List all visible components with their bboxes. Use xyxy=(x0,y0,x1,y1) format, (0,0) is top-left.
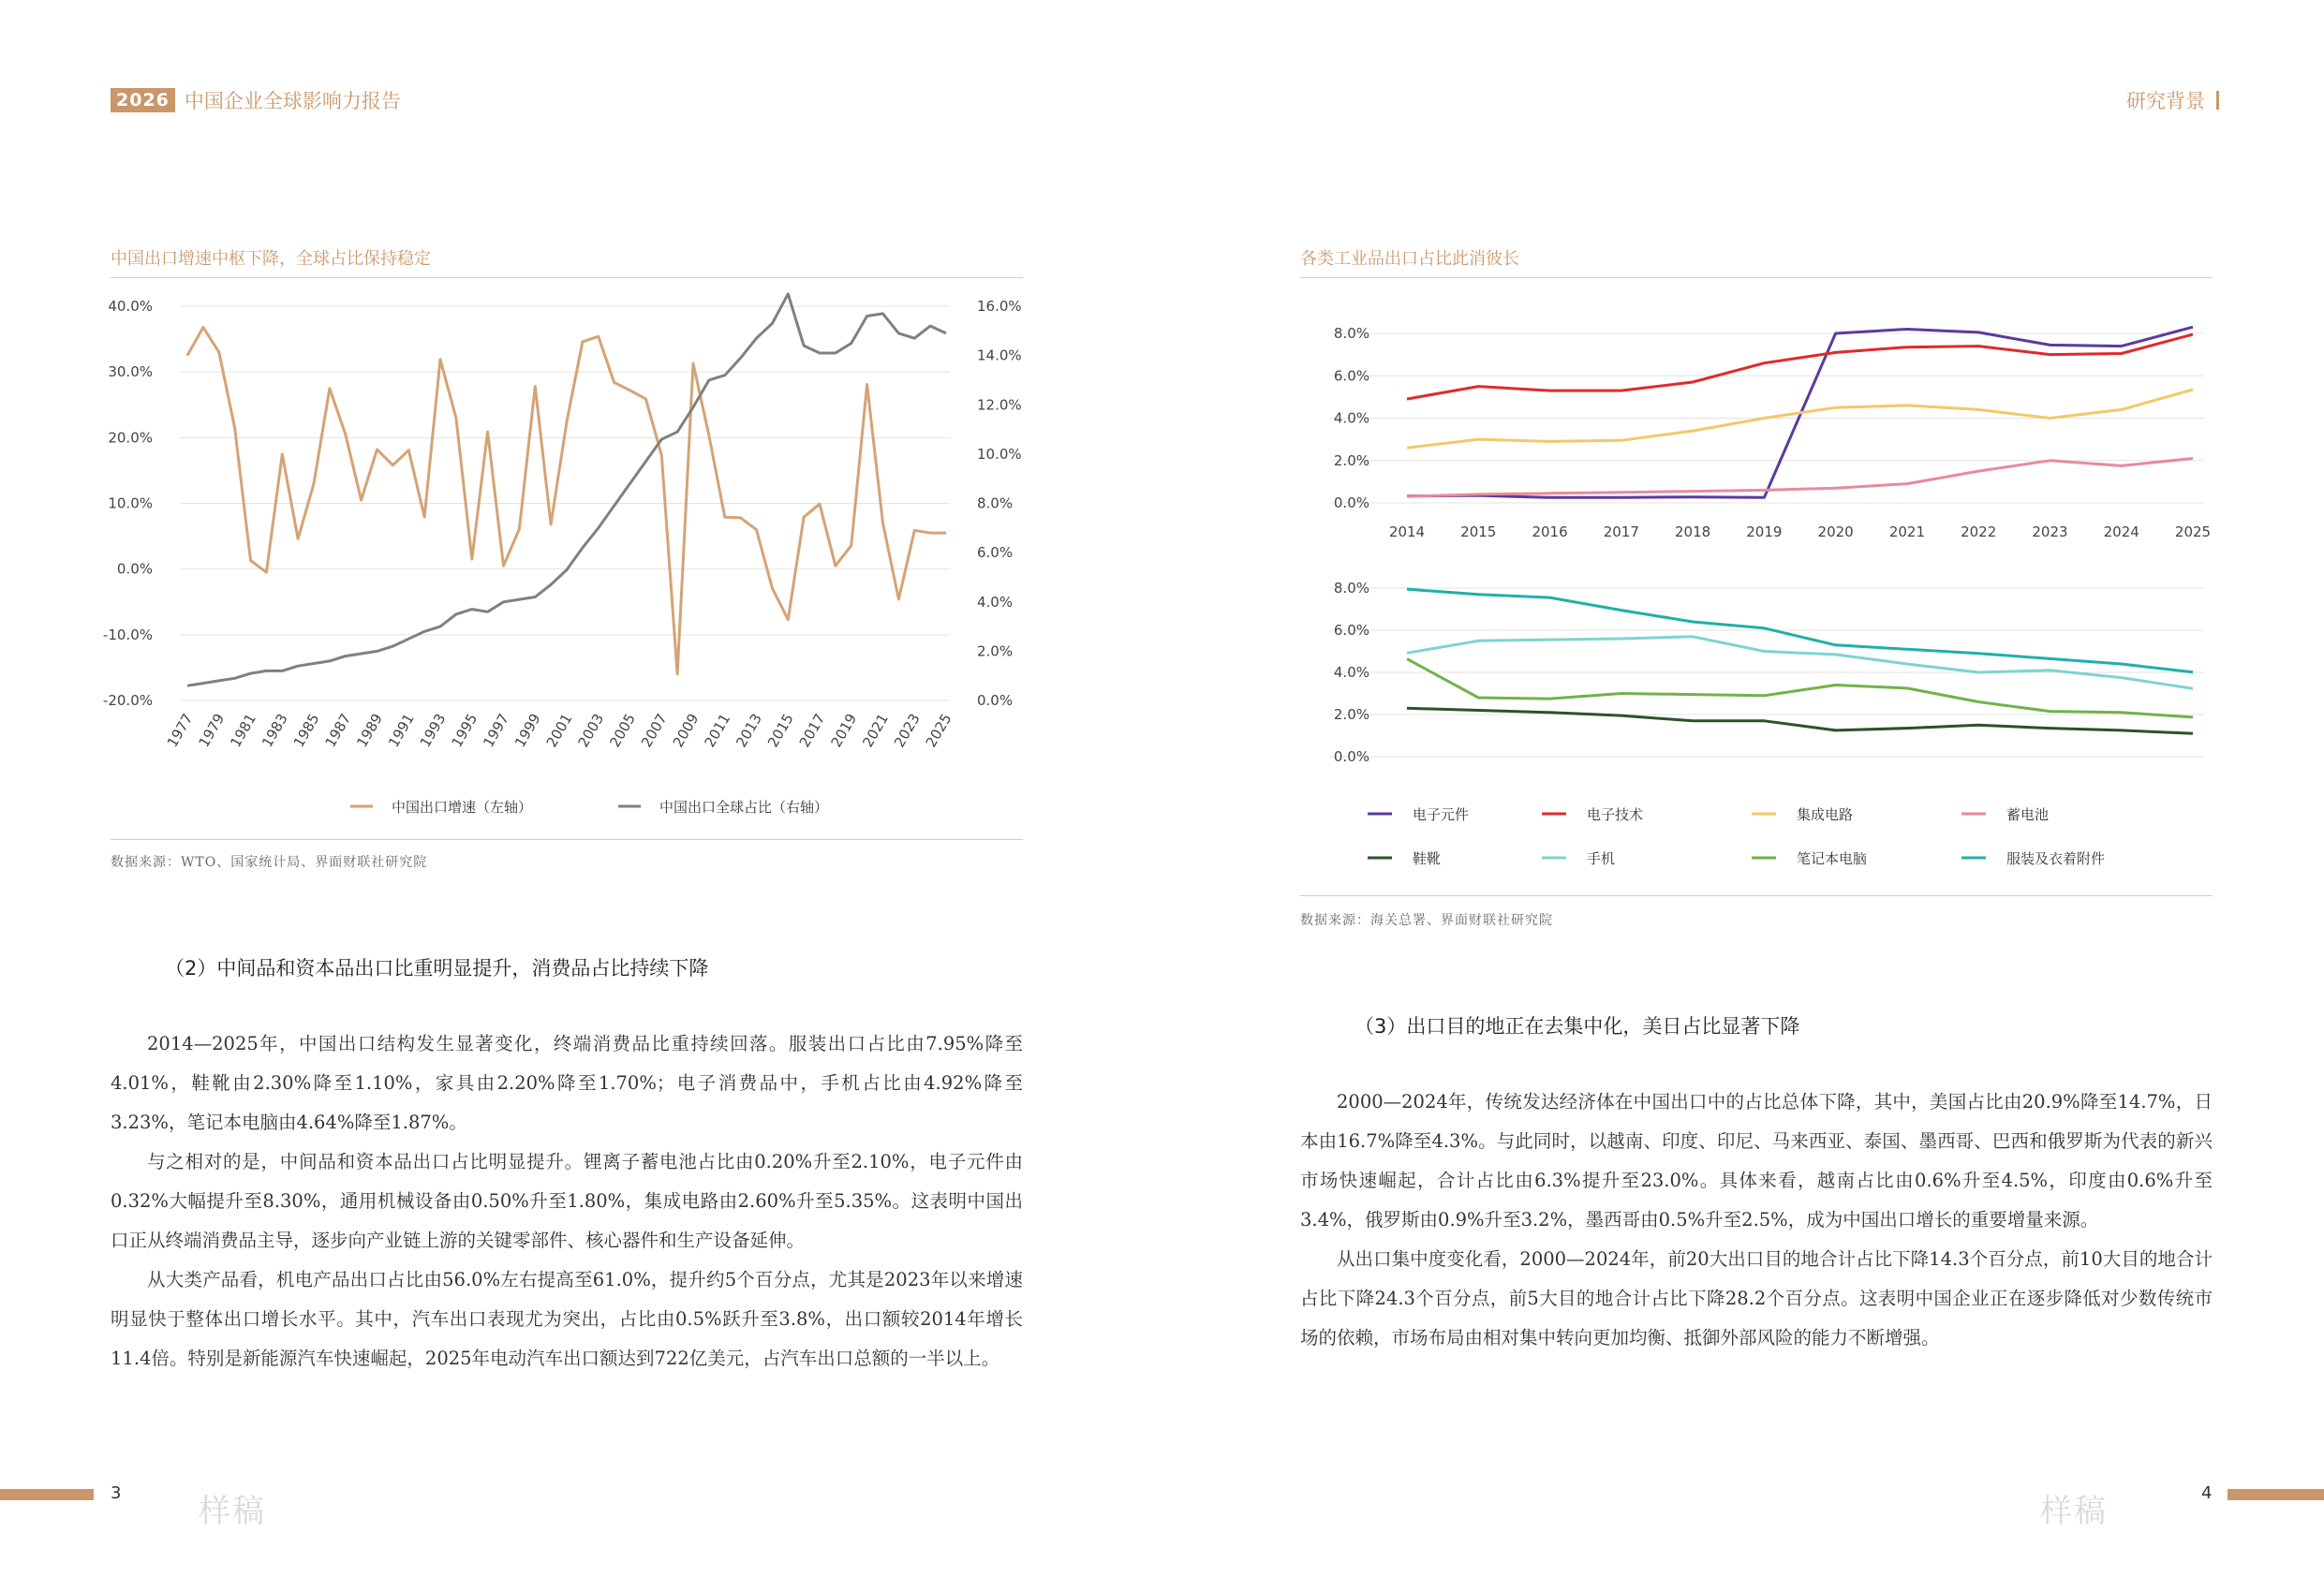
x-tick-label: 2015 xyxy=(1460,523,1497,540)
x-tick-label: 2017 xyxy=(795,711,829,751)
right-paragraph: 从出口集中度变化看，2000—2024年，前20大出口目的地合计占比下降14.3个百分点，前10大目的地合计占比下降24.3个百分点，前5大目的地合计占比下降28.2个百分点。这表明中国企业正在逐步降低对少数传统市场的依赖，市场布局由相对集中转向更加均衡、抵御外部风险的能力不断增强。 xyxy=(1300,1248,2213,1349)
x-tick-label: 2014 xyxy=(1388,523,1426,540)
x-tick-label: 2009 xyxy=(669,711,703,751)
y-tick-label: 0.0% xyxy=(1333,748,1369,765)
y-right-tick-label: 14.0% xyxy=(977,346,1022,364)
x-tick-label: 2025 xyxy=(2174,523,2212,540)
x-tick-label: 2003 xyxy=(574,711,608,751)
x-tick-label: 1987 xyxy=(321,711,355,751)
export-growth-line xyxy=(187,328,946,674)
x-tick-label: 2016 xyxy=(1532,523,1568,540)
legend-label: 电子元件 xyxy=(1413,806,1470,823)
left-chart-title: 中国出口增速中枢下降，全球占比保持稳定 xyxy=(111,249,431,269)
y-tick-label: 6.0% xyxy=(1333,622,1369,639)
x-tick-label: 2007 xyxy=(638,711,671,751)
legend-label: 电子技术 xyxy=(1587,806,1644,823)
x-tick-label: 1983 xyxy=(259,711,291,751)
x-tick-label: 1999 xyxy=(511,711,544,751)
report-year-badge: 2026 xyxy=(111,88,175,112)
y-left-tick-label: 40.0% xyxy=(108,298,153,315)
x-tick-label: 2018 xyxy=(1674,523,1711,540)
y-tick-label: 8.0% xyxy=(1333,580,1369,597)
y-right-tick-label: 8.0% xyxy=(977,494,1014,512)
x-tick-label: 1991 xyxy=(385,711,418,751)
right-page-number: 4 xyxy=(2201,1483,2213,1503)
x-tick-label: 2011 xyxy=(701,711,734,751)
x-tick-label: 1977 xyxy=(163,711,197,751)
right-chart-source: 数据来源：海关总署、界面财联社研究院 xyxy=(1300,913,1553,928)
x-tick-label: 1997 xyxy=(480,711,512,751)
x-tick-label: 2015 xyxy=(764,711,797,751)
high-tech-series-line xyxy=(1407,459,2193,497)
industrial-export-share-chart xyxy=(1293,281,2229,899)
legend-label: 蓄电池 xyxy=(2006,806,2050,823)
export-growth-share-chart xyxy=(0,281,1040,843)
left-paragraph: 与之相对的是，中间品和资本品出口占比明显提升。锂离子蓄电池占比由0.20%升至2.10%，电子元件由0.32%大幅提升至8.30%，通用机械设备由0.50%升至1.80%，集成电路由2.60%升至5.35%。这表明中国出口正从终端消费品主导，逐步向产业链上游的关键零部件、核心器件和生产设备延伸。 xyxy=(111,1151,1023,1251)
right-footer-bar xyxy=(2228,1489,2324,1500)
x-tick-label: 2017 xyxy=(1603,523,1639,540)
legend-label: 中国出口全球占比（右轴） xyxy=(659,799,829,816)
legend-label: 手机 xyxy=(1587,850,1616,867)
x-tick-label: 1979 xyxy=(195,711,229,751)
x-tick-label: 2024 xyxy=(2103,523,2139,540)
y-left-tick-label: -20.0% xyxy=(102,692,153,709)
legend-label: 服装及衣着附件 xyxy=(2006,850,2106,867)
y-left-tick-label: 20.0% xyxy=(108,429,153,447)
x-tick-label: 1985 xyxy=(289,711,323,751)
x-tick-label: 2020 xyxy=(1817,523,1854,540)
left-watermark: 样稿 xyxy=(199,1493,266,1530)
consumer-series-line xyxy=(1407,659,2193,717)
right-watermark: 样稿 xyxy=(2040,1493,2108,1530)
report-title: 中国企业全球影响力报告 xyxy=(184,90,401,112)
left-chart-bottom-rule xyxy=(111,839,1023,840)
right-body-text xyxy=(1300,1083,2213,1358)
right-section-heading: （3）出口目的地正在去集中化，美日占比显著下降 xyxy=(1354,1015,1800,1038)
x-tick-label: 2013 xyxy=(733,711,765,751)
y-right-tick-label: 2.0% xyxy=(977,642,1014,660)
y-tick-label: 6.0% xyxy=(1333,367,1369,385)
legend-label: 集成电路 xyxy=(1797,806,1854,823)
y-left-tick-label: -10.0% xyxy=(102,626,153,643)
y-tick-label: 0.0% xyxy=(1333,494,1369,511)
y-tick-label: 4.0% xyxy=(1333,409,1369,427)
y-right-tick-label: 16.0% xyxy=(977,298,1022,315)
x-tick-label: 2005 xyxy=(606,711,639,751)
left-page-number: 3 xyxy=(111,1483,122,1503)
report-header xyxy=(111,86,401,114)
legend-label: 鞋靴 xyxy=(1413,850,1442,867)
left-paragraph: 2014—2025年，中国出口结构发生显著变化，终端消费品比重持续回落。服装出口占比由7.95%降至4.01%，鞋靴由2.30%降至1.10%，家具由2.20%降至1.70%；电子消费品中，手机占比由4.92%降至3.23%，笔记本电脑由4.64%降至1.87%。 xyxy=(111,1033,1023,1133)
right-chart-top-rule xyxy=(1300,277,2213,278)
y-tick-label: 2.0% xyxy=(1333,706,1369,723)
y-left-tick-label: 10.0% xyxy=(108,494,153,512)
left-chart-source: 数据来源：WTO、国家统计局、界面财联社研究院 xyxy=(111,855,428,870)
left-paragraph: 从大类产品看，机电产品出口占比由56.0%左右提高至61.0%，提升约5个百分点，尤其是2023年以来增速明显快于整体出口增长水平。其中，汽车出口表现尤为突出，占比由0.5%跃升至3.8%，出口额较2014年增长11.4倍。特别是新能源汽车快速崛起，2025年电动汽车出口额达到722亿美元，占汽车出口总额的一半以上。 xyxy=(111,1269,1023,1369)
x-tick-label: 2019 xyxy=(1746,523,1783,540)
y-right-tick-label: 0.0% xyxy=(977,692,1014,709)
x-tick-label: 1995 xyxy=(448,711,481,751)
x-tick-label: 1993 xyxy=(416,711,450,751)
x-tick-label: 2023 xyxy=(2032,523,2068,540)
x-tick-label: 2023 xyxy=(891,711,924,751)
x-tick-label: 2001 xyxy=(542,711,576,751)
x-tick-label: 1981 xyxy=(227,711,259,751)
y-left-tick-label: 30.0% xyxy=(108,363,153,381)
x-tick-label: 2019 xyxy=(827,711,861,751)
x-tick-label: 2022 xyxy=(1961,523,1997,540)
y-tick-label: 2.0% xyxy=(1333,451,1369,469)
x-tick-label: 2025 xyxy=(922,711,955,751)
y-right-tick-label: 4.0% xyxy=(977,593,1014,611)
legend-label: 中国出口增速（左轴） xyxy=(392,799,533,816)
section-divider xyxy=(2216,91,2219,110)
section-header xyxy=(2126,86,2219,114)
x-tick-label: 1989 xyxy=(353,711,386,751)
y-right-tick-label: 10.0% xyxy=(977,445,1022,463)
x-tick-label: 2021 xyxy=(1888,523,1926,540)
x-tick-label: 2021 xyxy=(859,711,892,751)
global-share-line xyxy=(187,294,946,685)
y-right-tick-label: 12.0% xyxy=(977,396,1022,414)
y-tick-label: 4.0% xyxy=(1333,664,1369,681)
consumer-series-line xyxy=(1407,637,2193,689)
y-tick-label: 8.0% xyxy=(1333,325,1369,342)
left-section-heading: （2）中间品和资本品出口比重明显提升，消费品占比持续下降 xyxy=(165,957,709,980)
right-chart-title: 各类工业品出口占比此消彼长 xyxy=(1300,249,1519,269)
y-left-tick-label: 0.0% xyxy=(116,560,153,578)
right-chart-bottom-rule xyxy=(1300,895,2213,896)
left-chart-top-rule xyxy=(111,277,1023,278)
left-body-text xyxy=(111,1024,1023,1378)
left-footer-bar xyxy=(0,1489,94,1500)
y-right-tick-label: 6.0% xyxy=(977,544,1014,562)
legend-label: 笔记本电脑 xyxy=(1797,850,1868,867)
section-title: 研究背景 xyxy=(2126,90,2205,112)
right-paragraph: 2000—2024年，传统发达经济体在中国出口中的占比总体下降，其中，美国占比由20.9%降至14.7%，日本由16.7%降至4.3%。与此同时，以越南、印度、印尼、马来西亚、泰国、墨西哥、巴西和俄罗斯为代表的新兴市场快速崛起，合计占比由6.3%提升至23.0%。具体来看，越南占比由0.6%升至4.5%，印度由0.6%升至3.4%，俄罗斯由0.9%升至3.2%，墨西哥由0.5%升至2.5%，成为中国出口增长的重要增量来源。 xyxy=(1300,1091,2213,1231)
